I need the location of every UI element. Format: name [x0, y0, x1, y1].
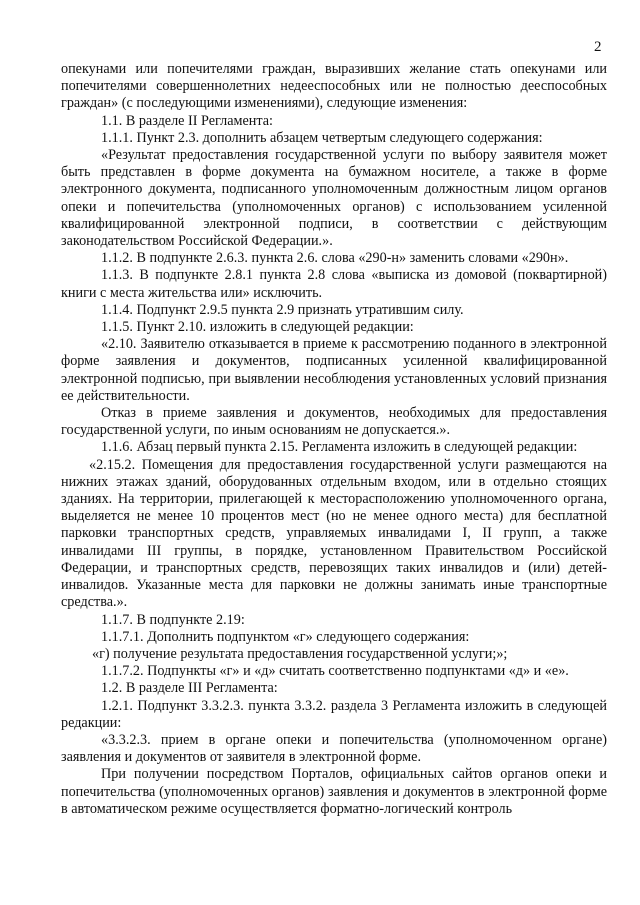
paragraph-2-10-quote: «2.10. Заявителю отказывается в приеме к рассмотрению поданного в электронной форме заявления и документов, подписанных усиленной квалифицированной электронной подписью, при выявлении несоблюдения установленных условий признания ее действительности. [61, 336, 607, 404]
paragraph-1-1-4: 1.1.4. Подпункт 2.9.5 пункта 2.9 признать утратившим силу. [101, 301, 464, 318]
paragraph-section-2-heading: 1.1. В разделе II Регламента: [101, 112, 273, 129]
paragraph-1-1-6: 1.1.6. Абзац первый пункта 2.15. Регламента изложить в следующей редакции: [101, 439, 578, 456]
paragraph-refusal: Отказ в приеме заявления и документов, необходимых для предоставления государственной услуги, по иным основаниям не допускается.». [61, 405, 607, 439]
paragraph-1-1-2: 1.1.2. В подпункте 2.6.3. пункта 2.6. слова «290-н» заменить словами «290н». [101, 250, 569, 267]
paragraph-portal-control: При получении посредством Порталов, официальных сайтов органов опеки и попечительства (уполномоченных органов) заявления и документов в электронной форме в автоматическом режиме осуществляется форматно-логический контроль [61, 766, 607, 817]
paragraph-3-3-2-3-quote: «3.3.2.3. прием в органе опеки и попечительства (уполномоченном органе) заявления и документов от заявителя в электронной форме. [61, 731, 607, 766]
paragraph-section-3-heading: 1.2. В разделе III Регламента: [101, 680, 278, 697]
paragraph-1-2-1: 1.2.1. Подпункт 3.3.2.3. пункта 3.3.2. раздела 3 Регламента изложить в следующей редакции: [61, 697, 607, 731]
paragraph-1-1-5: 1.1.5. Пункт 2.10. изложить в следующей редакции: [101, 319, 414, 336]
paragraph-2-15-2-quote: «2.15.2. Помещения для предоставления государственной услуги размещаются на нижних этажах зданий, оборудованных отдельным входом, или в отдельно стоящих зданиях. На территории, прилегающей к месторасположению уполномоченного органа, выделяется не менее 10 процентов мест (но не менее одного места) для бесплатной парковки транспортных средств, управляемых инвалидами I, II групп, а также инвалидами III группы, в порядке, установленном Правительством Российской Федерации, и транспортных средств, перевозящих таких инвалидов и (или) детей-инвалидов. Указанные места для парковки не должны занимать иные транспортные средства.». [61, 456, 607, 611]
paragraph-1-1-7-1: 1.1.7.1. Дополнить подпунктом «г» следующего содержания: [101, 628, 470, 645]
paragraph-1-1-7-2: 1.1.7.2. Подпункты «г» и «д» считать соответственно подпунктами «д» и «е». [101, 663, 569, 680]
paragraph-intro-continuation: опекунами или попечителями граждан, выразивших желание стать опекунами или попечителями совершеннолетних недееспособных или не полностью дееспособных граждан» (с последующими изменениями), следующие изменения: [61, 61, 607, 112]
document-body [61, 61, 607, 818]
paragraph-subpoint-g: «г) получение результата предоставления государственной услуги;»; [92, 645, 508, 662]
paragraph-1-1-7: 1.1.7. В подпункте 2.19: [101, 611, 245, 628]
page-number: 2 [594, 39, 602, 55]
paragraph-1-1-3: 1.1.3. В подпункте 2.8.1 пункта 2.8 слова «выписка из домовой (поквартирной) книги с места жительства или» исключить. [61, 267, 607, 301]
paragraph-result-quote: «Результат предоставления государственной услуги по выбору заявителя может быть представлен в форме документа на бумажном носителе, а также в форме электронного документа, подписанного уполномоченным должностным лицом органов опеки и попечительства (уполномоченных органов) с использованием усиленной квалифицированной электронной подписи, в соответствии с действующим законодательством Российской Федерации.». [61, 147, 607, 250]
paragraph-1-1-1: 1.1.1. Пункт 2.3. дополнить абзацем четвертым следующего содержания: [101, 129, 543, 146]
